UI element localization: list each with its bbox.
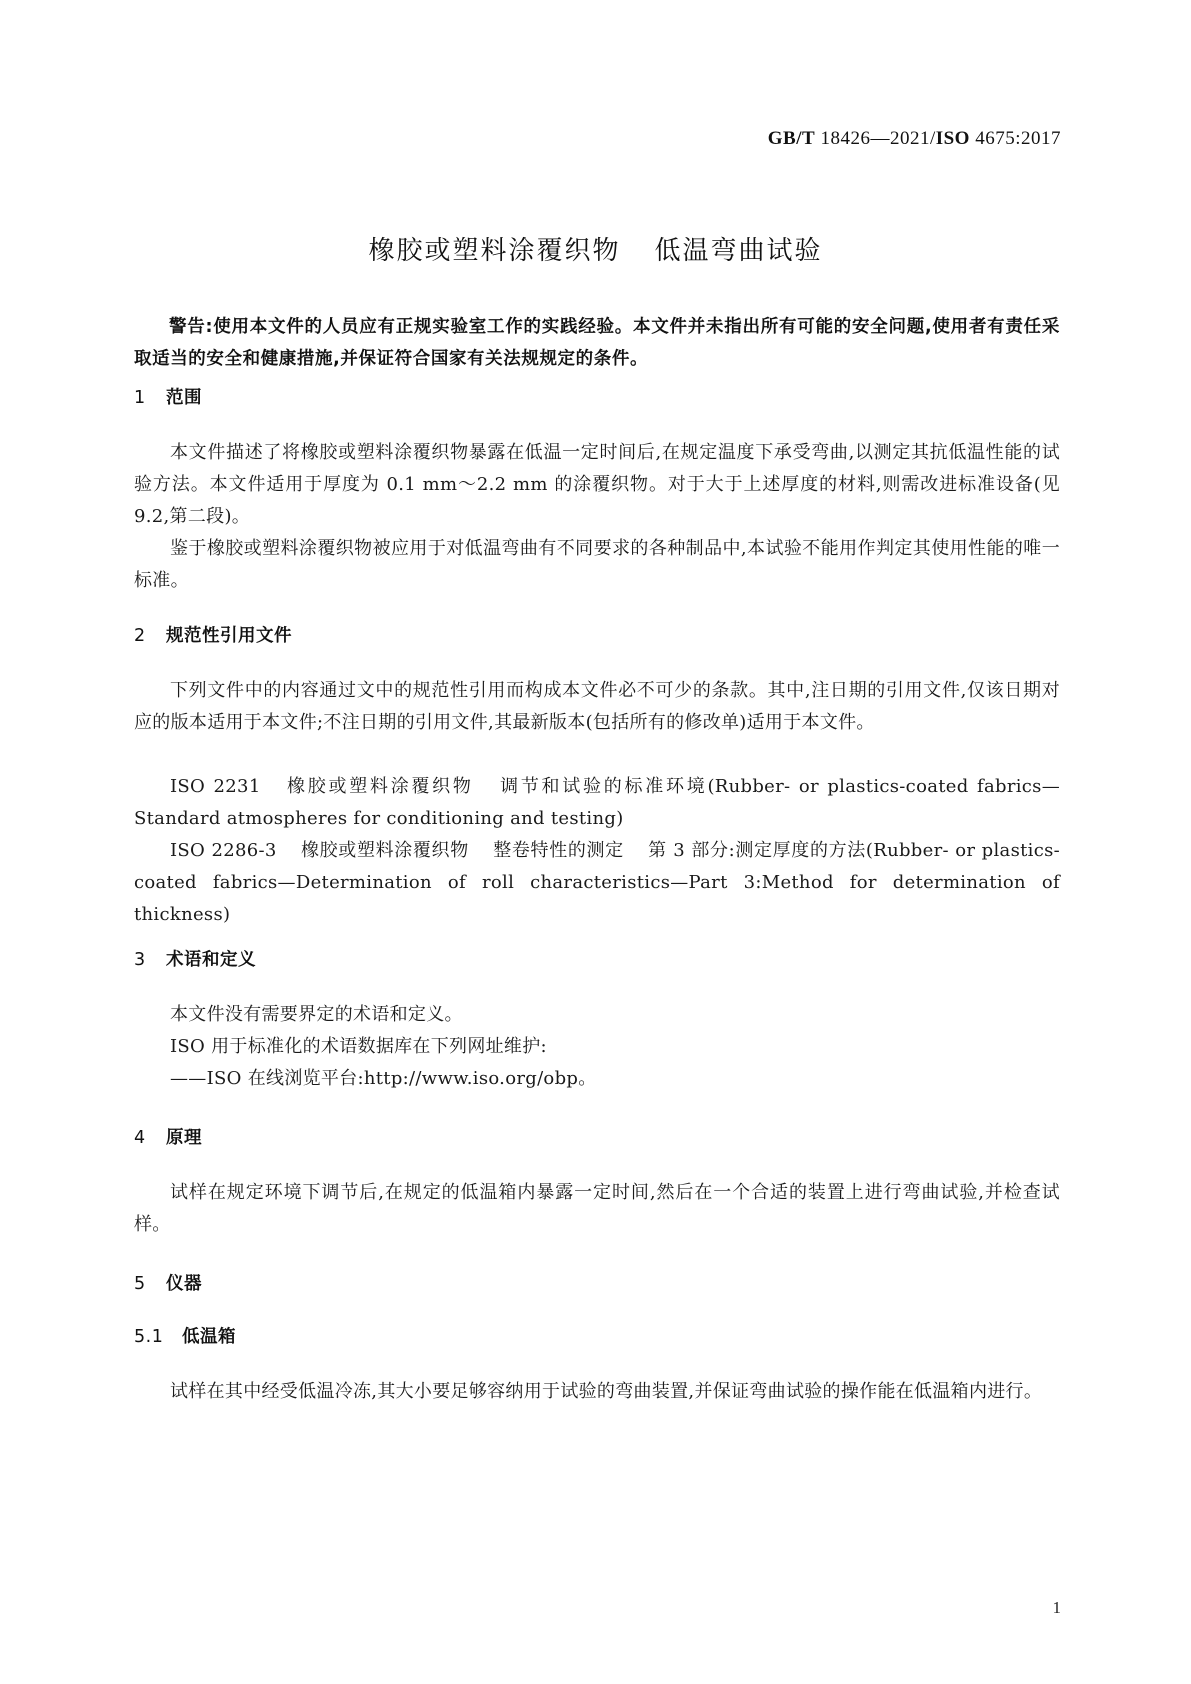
section-2-paragraph-1: 下列文件中的内容通过文中的规范性引用而构成本文件必不可少的条款。其中,注日期的引用文件,仅该日期对应的版本适用于本文件;不注日期的引用文件,其最新版本(包括所有的修改单)适用于本文件。 <box>134 680 1060 733</box>
page-number: 1 <box>1052 1598 1061 1617</box>
section-4-paragraph-1: 试样在规定环境下调节后,在规定的低温箱内暴露一定时间,然后在一个合适的装置上进行弯曲试验,并检查试样。 <box>134 1182 1060 1235</box>
standard-number: GB/T 18426—2021/ISO 4675:2017 <box>767 128 1061 149</box>
section-3-heading: 3 术语和定义 <box>134 950 256 970</box>
section-1-paragraph-1: 本文件描述了将橡胶或塑料涂覆织物暴露在低温一定时间后,在规定温度下承受弯曲,以测定其抗低温性能的试验方法。本文件适用于厚度为 0.1 mm～2.2 mm 的涂覆织物。对于大于上述厚度的材料,则需改进标准设备(见 9.2,第二段)。 <box>134 442 1060 527</box>
section-3-line-1: 本文件没有需要界定的术语和定义。 <box>170 1004 463 1025</box>
document-title: 橡胶或塑料涂覆织物 低温弯曲试验 <box>368 236 823 266</box>
section-5-1-paragraph-1: 试样在其中经受低温冷冻,其大小要足够容纳用于试验的弯曲装置,并保证弯曲试验的操作能在低温箱内进行。 <box>170 1381 1043 1402</box>
normative-reference-2: ISO 2286-3 橡胶或塑料涂覆织物 整卷特性的测定 第 3 部分:测定厚度的方法(Rubber- or plastics-coated fabrics—Determination of roll characteristics—Part 3:Method for determination of thickness) <box>134 840 1061 925</box>
section-1-heading: 1 范围 <box>134 388 202 408</box>
normative-reference-1: ISO 2231 橡胶或塑料涂覆织物 调节和试验的标准环境(Rubber- or plastics-coated fabrics—Standard atmospheres for conditioning and testing) <box>134 776 1060 829</box>
section-5-heading: 5 仪器 <box>134 1274 202 1294</box>
warning-paragraph: 警告:使用本文件的人员应有正规实验室工作的实践经验。本文件并未指出所有可能的安全问题,使用者有责任采取适当的安全和健康措施,并保证符合国家有关法规规定的条件。 <box>134 317 1060 369</box>
section-5-1-heading: 5.1 低温箱 <box>134 1327 236 1347</box>
section-2-heading: 2 规范性引用文件 <box>134 626 292 646</box>
section-3-line-3: ——ISO 在线浏览平台:http://www.iso.org/obp。 <box>170 1068 597 1089</box>
section-4-heading: 4 原理 <box>134 1128 202 1148</box>
section-3-line-2: ISO 用于标准化的术语数据库在下列网址维护: <box>170 1036 547 1057</box>
section-1-paragraph-2: 鉴于橡胶或塑料涂覆织物被应用于对低温弯曲有不同要求的各种制品中,本试验不能用作判定其使用性能的唯一标准。 <box>134 538 1060 591</box>
